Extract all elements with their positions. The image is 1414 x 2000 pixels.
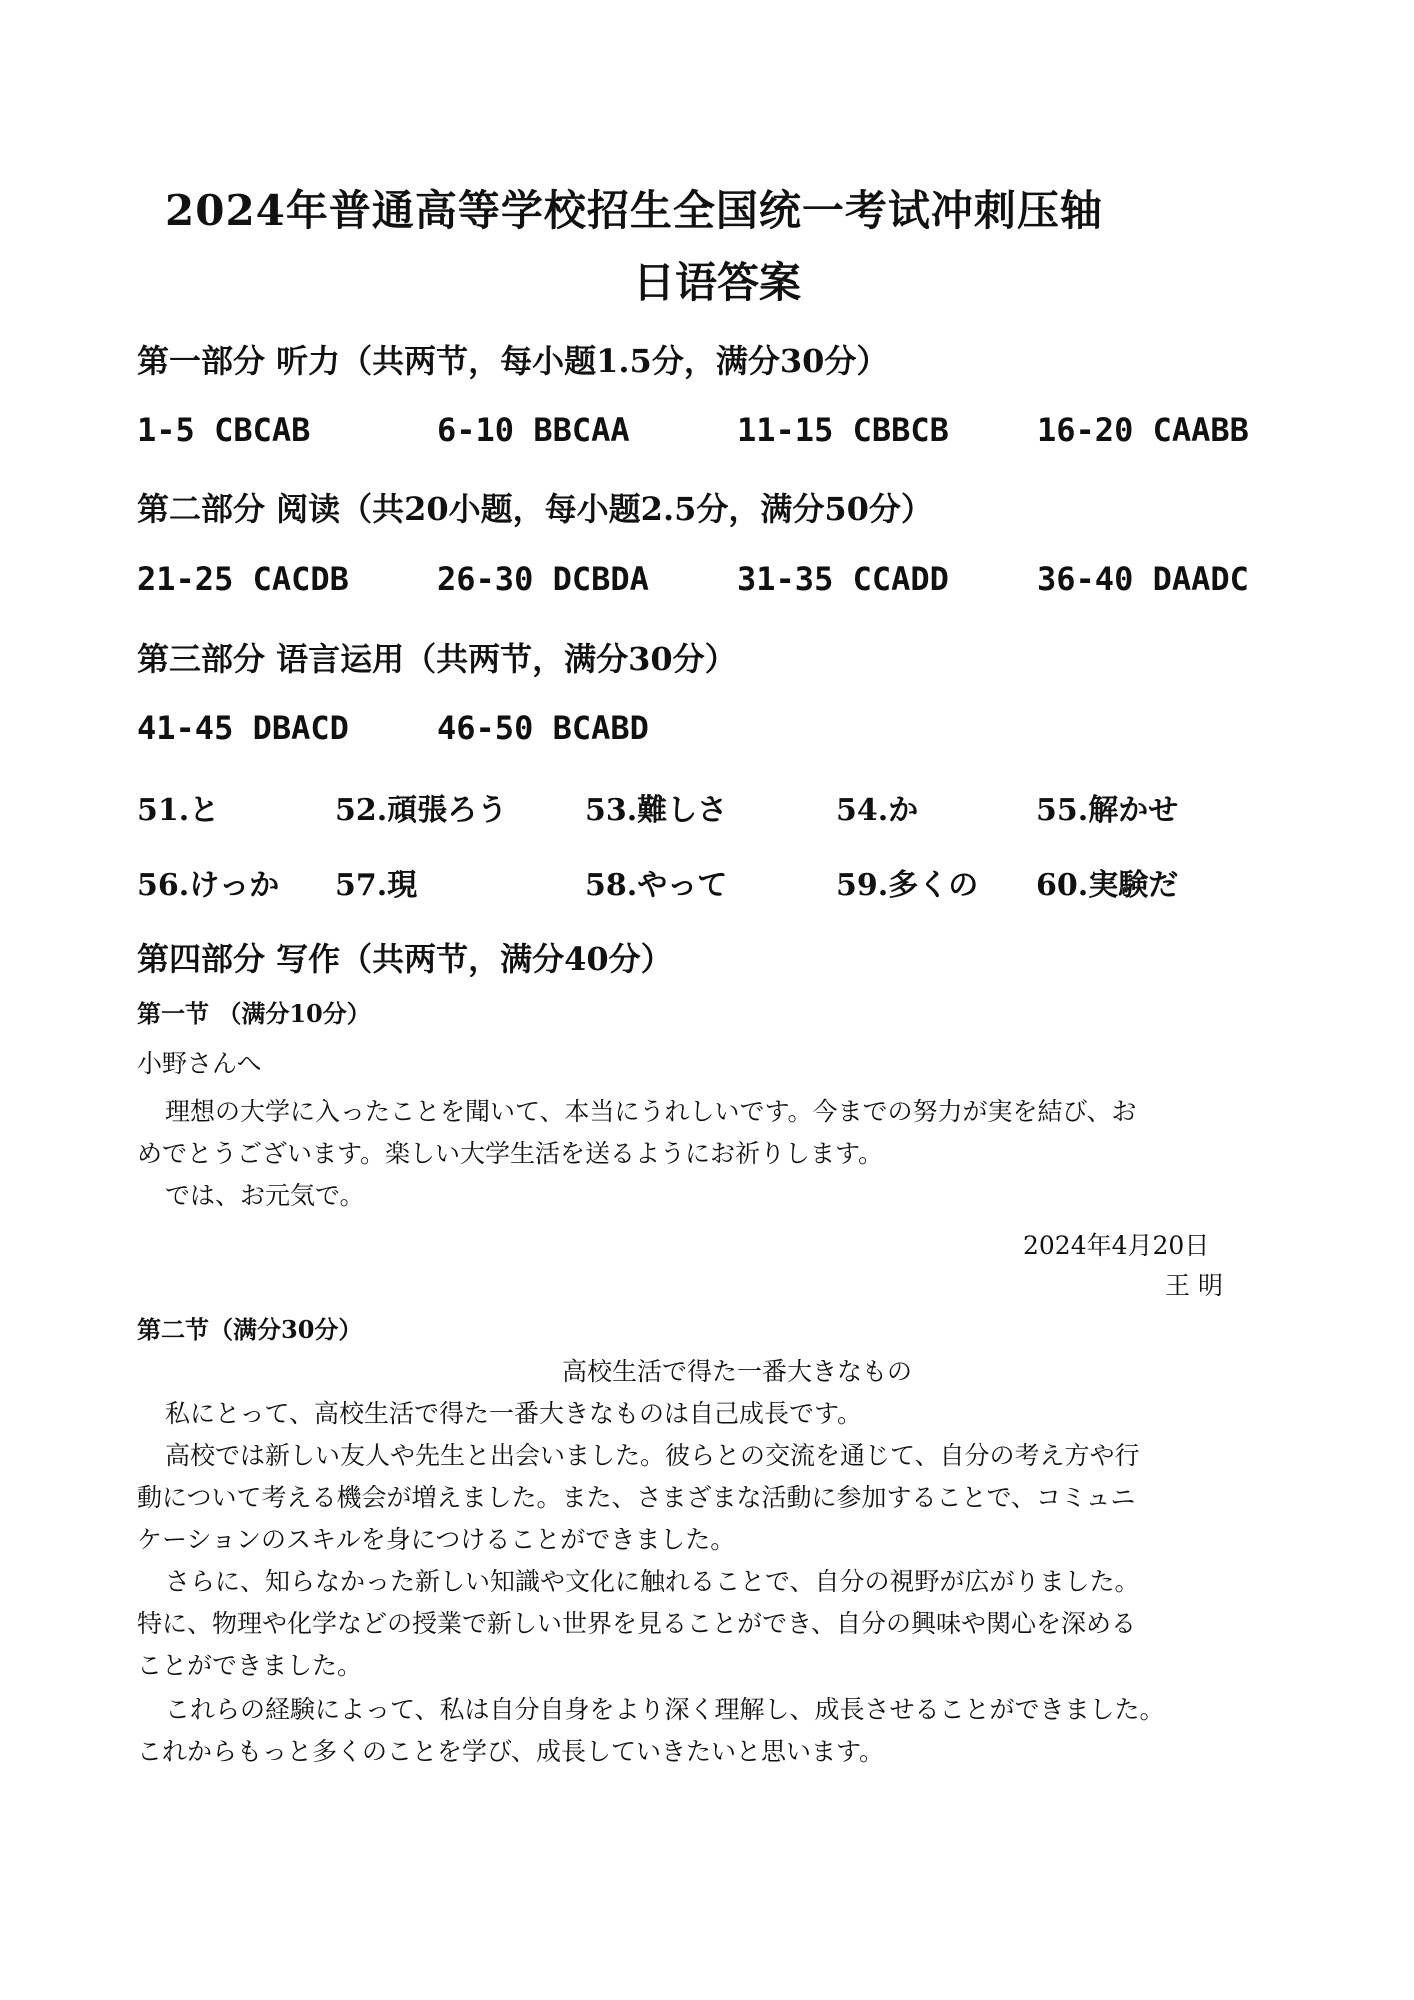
letter-signature: 王 明 bbox=[1165, 1271, 1223, 1300]
answer-group: 46-50 BCABD bbox=[437, 709, 649, 747]
fill-answer: 58.やって bbox=[585, 868, 728, 903]
fill-answer: 51.と bbox=[137, 793, 220, 828]
part1-heading: 第一部分 听力（共两节，每小题1.5分，满分30分） bbox=[137, 342, 889, 380]
answer-group: 11-15 CBBCB bbox=[737, 411, 949, 449]
answer-group: 31-35 CCADD bbox=[737, 560, 949, 598]
essay-line: 高校では新しい友人や先生と出会いました。彼らとの交流を通じて、自分の考え方や行 bbox=[165, 1441, 1140, 1470]
fill-answer: 52.頑張ろう bbox=[335, 793, 508, 828]
essay-title: 高校生活で得た一番大きなもの bbox=[561, 1357, 912, 1386]
letter-line: めでとうございます。楽しい大学生活を送るようにお祈りします。 bbox=[137, 1139, 884, 1168]
answer-group: 36-40 DAADC bbox=[1037, 560, 1249, 598]
fill-answer: 59.多くの bbox=[836, 868, 979, 903]
fill-answer: 53.難しさ bbox=[585, 793, 728, 828]
part2-heading: 第二部分 阅读（共20小题，每小题2.5分，满分50分） bbox=[137, 490, 933, 528]
exam-title: 2024年普通高等学校招生全国统一考试冲刺压轴 bbox=[165, 186, 1103, 235]
part4-heading: 第四部分 写作（共两节，满分40分） bbox=[137, 940, 673, 978]
answer-title: 日语答案 bbox=[632, 258, 801, 307]
answer-group: 26-30 DCBDA bbox=[437, 560, 649, 598]
fill-answer: 54.か bbox=[836, 793, 919, 828]
answer-group: 1-5 CBCAB bbox=[137, 411, 311, 449]
fill-answer: 56.けっか bbox=[137, 868, 280, 903]
part3-heading: 第三部分 语言运用（共两节，满分30分） bbox=[137, 640, 737, 678]
answer-group: 16-20 CAABB bbox=[1037, 411, 1249, 449]
answer-group: 6-10 BBCAA bbox=[437, 411, 630, 449]
letter-salutation: 小野さんへ bbox=[137, 1049, 262, 1078]
fill-answer: 55.解かせ bbox=[1036, 793, 1179, 828]
section1-heading: 第一节 （满分10分） bbox=[137, 999, 371, 1028]
essay-line: さらに、知らなかった新しい知識や文化に触れることで、自分の視野が広がりました。 bbox=[165, 1567, 1140, 1596]
essay-line: これからもっと多くのことを学び、成長していきたいと思います。 bbox=[137, 1737, 885, 1766]
fill-answer: 60.実験だ bbox=[1036, 868, 1179, 903]
essay-line: 特に、物理や化学などの授業で新しい世界を見ることができ、自分の興味や関心を深める bbox=[137, 1609, 1137, 1638]
answer-group: 21-25 CACDB bbox=[137, 560, 349, 598]
letter-date: 2024年4月20日 bbox=[1023, 1231, 1210, 1260]
answer-group: 41-45 DBACD bbox=[137, 709, 349, 747]
essay-line: ケーションのスキルを身につけることができました。 bbox=[137, 1525, 736, 1554]
letter-line: では、お元気で。 bbox=[165, 1181, 365, 1210]
essay-line: ことができました。 bbox=[137, 1651, 363, 1680]
essay-line: 私にとって、高校生活で得た一番大きなものは自己成長です。 bbox=[165, 1399, 863, 1428]
essay-line: これらの経験によって、私は自分自身をより深く理解し、成長させることができました。 bbox=[165, 1695, 1165, 1724]
section2-heading: 第二节（满分30分） bbox=[137, 1315, 363, 1344]
essay-line: 動について考える機会が増えました。また、さまざまな活動に参加することで、コミュニ bbox=[137, 1483, 1136, 1512]
letter-line: 理想の大学に入ったことを聞いて、本当にうれしいです。今までの努力が実を結び、お bbox=[165, 1097, 1137, 1126]
fill-answer: 57.現 bbox=[335, 868, 418, 903]
